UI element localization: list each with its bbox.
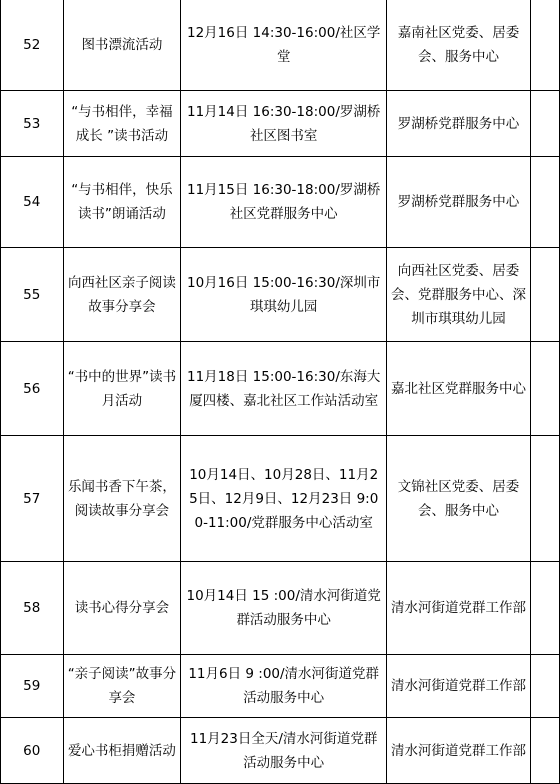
table-row [1,91,560,157]
time-location: 10月14日 15 :00/清水河街道党群活动服务中心 [181,562,387,655]
activity-name: 向西社区亲子阅读故事分享会 [63,248,181,342]
extra-column-cell [531,718,560,784]
organizer: 清水河街道党群工作部 [387,655,531,718]
activity-name: 爱心书柜捐赠活动 [63,718,181,784]
time-location: 11月18日 15:00-16:30/东海大厦四楼、嘉北社区工作站活动室 [181,342,387,436]
extra-column-cell [531,157,560,248]
table-row [1,436,560,562]
table-row [1,0,560,91]
row-number: 59 [1,655,64,718]
row-number: 53 [1,91,64,157]
table-row [1,157,560,248]
organizer: 罗湖桥党群服务中心 [387,91,531,157]
row-number: 52 [1,0,64,91]
row-number: 56 [1,342,64,436]
row-number: 55 [1,248,64,342]
organizer: 清水河街道党群工作部 [387,718,531,784]
activity-name: 图书漂流活动 [63,0,181,91]
table-row [1,562,560,655]
row-number: 58 [1,562,64,655]
extra-column-cell [531,342,560,436]
table-row [1,342,560,436]
time-location: 11月6日 9 :00/清水河街道党群活动服务中心 [181,655,387,718]
table-row [1,655,560,718]
extra-column-cell [531,655,560,718]
organizer: 文锦社区党委、居委会、服务中心 [387,436,531,562]
row-number: 60 [1,718,64,784]
activity-name: “与书相伴，快乐读书”朗诵活动 [63,157,181,248]
activity-name: “亲子阅读”故事分享会 [63,655,181,718]
activity-name: 读书心得分享会 [63,562,181,655]
activity-name: 乐闻书香下午茶，阅读故事分享会 [63,436,181,562]
time-location: 12月16日 14:30-16:00/社区学堂 [181,0,387,91]
extra-column-cell [531,0,560,91]
organizer: 嘉北社区党群服务中心 [387,342,531,436]
time-location: 10月14日、10月28日、11月25日、12月9日、12月23日 9:00-11:00/党群服务中心活动室 [181,436,387,562]
time-location: 11月23日全天/清水河街道党群活动服务中心 [181,718,387,784]
time-location: 10月16日 15:00-16:30/深圳市琪琪幼儿园 [181,248,387,342]
time-location: 11月14日 16:30-18:00/罗湖桥社区图书室 [181,91,387,157]
row-number: 54 [1,157,64,248]
time-location: 11月15日 16:30-18:00/罗湖桥社区党群服务中心 [181,157,387,248]
organizer: 罗湖桥党群服务中心 [387,157,531,248]
activity-name: “书中的世界”读书月活动 [63,342,181,436]
extra-column-cell [531,562,560,655]
extra-column-cell [531,248,560,342]
row-number: 57 [1,436,64,562]
extra-column-cell [531,436,560,562]
table-row [1,718,560,784]
activity-name: “与书相伴，幸福成长 ”读书活动 [63,91,181,157]
organizer: 清水河街道党群工作部 [387,562,531,655]
extra-column-cell [531,91,560,157]
organizer: 向西社区党委、居委会、党群服务中心、深圳市琪琪幼儿园 [387,248,531,342]
table-row [1,248,560,342]
organizer: 嘉南社区党委、居委会、服务中心 [387,0,531,91]
